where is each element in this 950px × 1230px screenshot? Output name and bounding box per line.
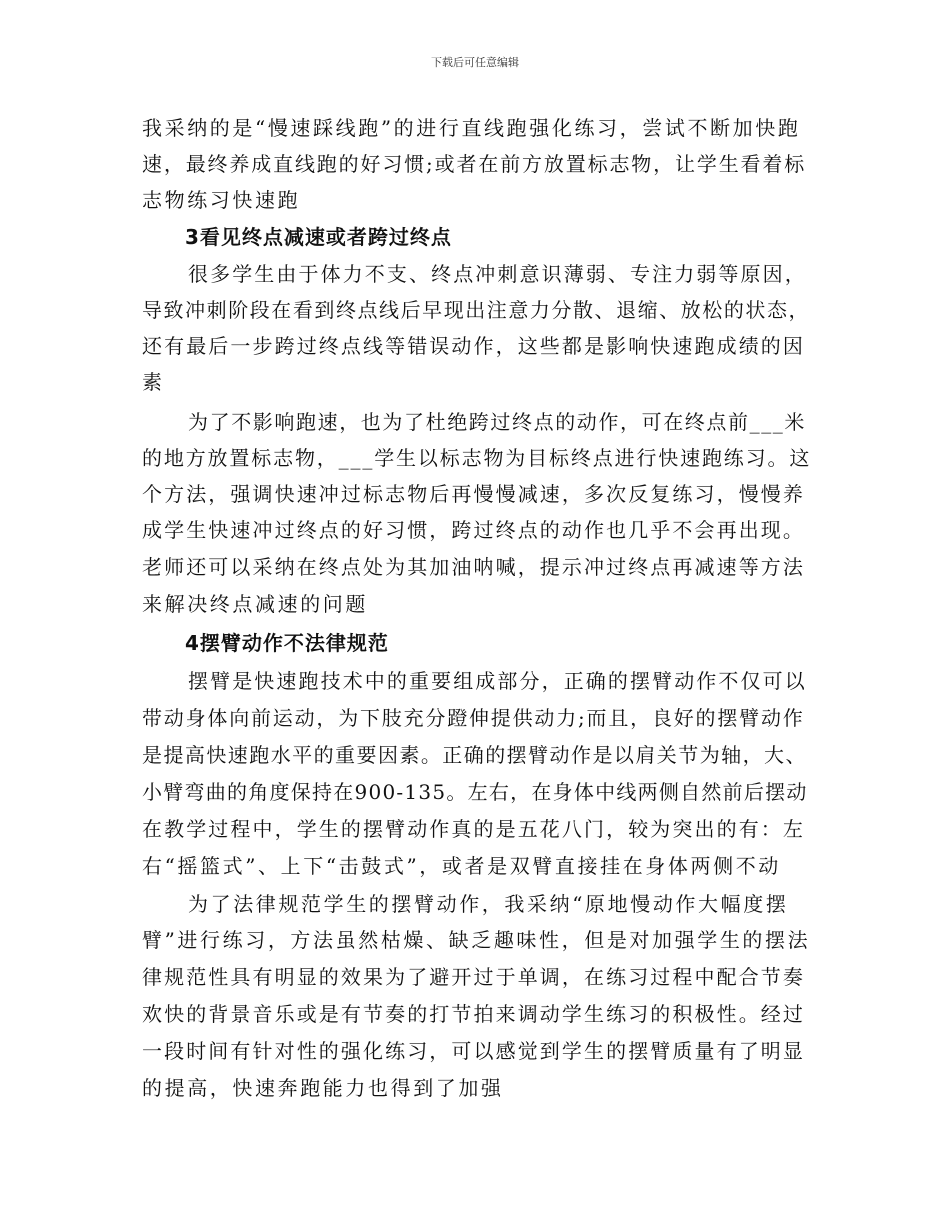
paragraph-line: 律规范性具有明显的效果为了避开过于单调，在练习过程中配合节奏: [142, 965, 805, 989]
paragraph-line: 老师还可以采纳在终点处为其加油呐喊，提示冲过终点再减速等方法: [142, 555, 805, 579]
paragraph-line: 个方法，强调快速冲过标志物后再慢慢减速，多次反复练习，慢慢养: [142, 482, 805, 506]
paragraph-line: 很多学生由于体力不支、终点冲刺意识薄弱、专注力弱等原因，: [188, 262, 807, 286]
page-header: 下载后可任意编辑: [431, 56, 519, 69]
paragraph-line: 速，最终养成直线跑的好习惯;或者在前方放置标志物，让学生看着标: [142, 152, 807, 176]
paragraph-line: 志物练习快速跑: [142, 188, 301, 212]
paragraph-line: 欢快的背景音乐或是有节奏的打节拍来调动学生练习的积极性。经过: [142, 1002, 805, 1026]
paragraph-line: 为了不影响跑速，也为了杜绝跨过终点的动作，可在终点前___米: [188, 410, 806, 434]
paragraph-line: 来解决终点减速的问题: [142, 592, 368, 616]
paragraph-line: 右“摇篮式”、上下“击鼓式”，或者是双臂直接挂在身体两侧不动: [142, 854, 781, 878]
paragraph-line: 臂”进行练习，方法虽然枯燥、缺乏趣味性，但是对加强学生的摆法: [142, 928, 811, 952]
paragraph-line: 还有最后一步跨过终点线等错误动作，这些都是影响快速跑成绩的因: [142, 334, 805, 358]
paragraph-line: 素: [142, 370, 165, 394]
paragraph-line: 的提高，快速奔跑能力也得到了加强: [142, 1076, 504, 1100]
section-heading: 3看见终点减速或者跨过终点: [185, 225, 452, 249]
paragraph-line: 小臂弯曲的角度保持在900-135。左右，在身体中线两侧自然前后摆动: [142, 780, 808, 804]
paragraph-line: 在教学过程中，学生的摆臂动作真的是五花八门，较为突出的有：左: [142, 817, 805, 841]
paragraph-line: 的地方放置标志物，___学生以标志物为目标终点进行快速跑练习。这: [142, 446, 812, 470]
paragraph-line: 成学生快速冲过终点的好习惯，跨过终点的动作也几乎不会再出现。: [142, 518, 805, 542]
paragraph-line: 导致冲刺阶段在看到终点线后早现出注意力分散、退缩、放松的状态，: [142, 298, 811, 322]
paragraph-line: 为了法律规范学生的摆臂动作，我采纳“原地慢动作大幅度摆: [188, 892, 789, 916]
section-heading: 4摆臂动作不法律规范: [185, 631, 389, 655]
paragraph-line: 带动身体向前运动，为下肢充分蹬伸提供动力;而且，良好的摆臂动作: [142, 706, 805, 730]
paragraph-line: 我采纳的是“慢速踩线跑”的进行直线跑强化练习，尝试不断加快跑: [142, 116, 801, 140]
paragraph-line: 一段时间有针对性的强化练习，可以感觉到学生的摆臂质量有了明显: [142, 1039, 805, 1063]
paragraph-line: 摆臂是快速跑技术中的重要组成部分，正确的摆臂动作不仅可以: [188, 669, 807, 693]
paragraph-line: 是提高快速跑水平的重要因素。正确的摆臂动作是以肩关节为轴，大、: [142, 743, 807, 767]
